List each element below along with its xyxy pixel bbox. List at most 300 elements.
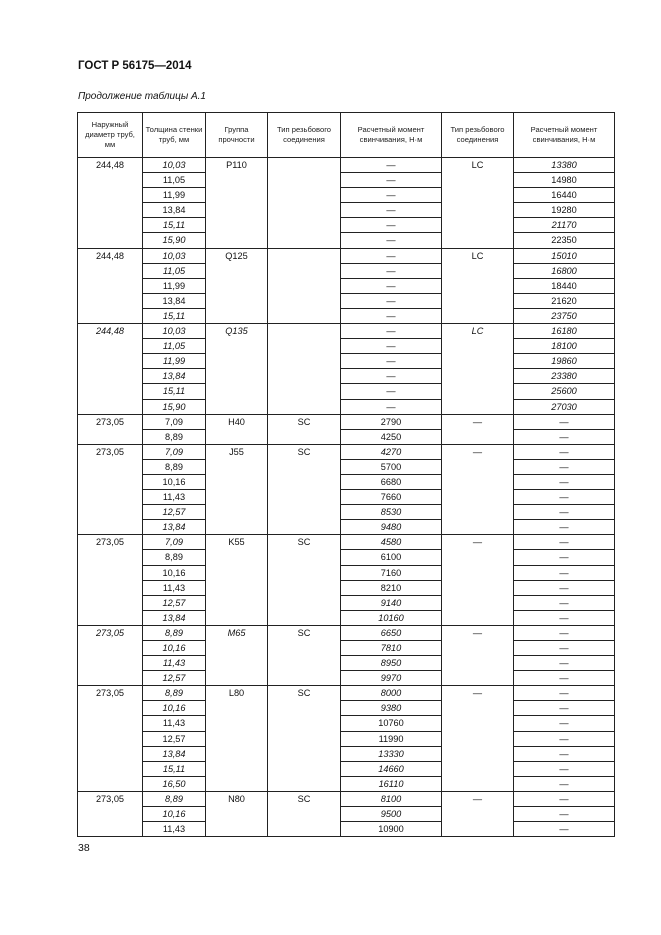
thread-type-cell [268,459,341,474]
outer-diameter-cell: 273,05 [78,686,143,701]
strength-grade-cell [206,188,268,203]
thread-type-cell [268,656,341,671]
makeup-torque-cell: — [341,369,442,384]
makeup-torque-cell: — [341,158,442,173]
strength-grade-cell [206,308,268,323]
makeup-torque-cell: 18440 [514,278,615,293]
thread-type-cell [442,520,514,535]
makeup-torque-cell: — [514,656,615,671]
strength-grade-cell [206,716,268,731]
strength-grade-cell [206,384,268,399]
table-row [78,595,615,610]
outer-diameter-cell [78,776,143,791]
thread-type-cell [268,520,341,535]
makeup-torque-cell: 27030 [514,399,615,414]
wall-thickness-cell: 12,57 [143,595,206,610]
makeup-torque-cell: — [514,822,615,837]
thread-type-cell [442,580,514,595]
makeup-torque-cell: — [341,173,442,188]
thread-type-cell [268,173,341,188]
table-caption: Продолжение таблицы А.1 [78,91,206,102]
makeup-torque-cell: 16110 [341,776,442,791]
makeup-torque-cell: 23380 [514,369,615,384]
strength-grade-cell: K55 [206,535,268,550]
outer-diameter-cell [78,293,143,308]
strength-grade-cell [206,550,268,565]
thread-type-cell [268,580,341,595]
outer-diameter-cell [78,173,143,188]
strength-grade-cell: J55 [206,444,268,459]
thread-type-cell [442,776,514,791]
wall-thickness-cell: 10,03 [143,158,206,173]
thread-type-cell [442,641,514,656]
wall-thickness-cell: 10,03 [143,248,206,263]
outer-diameter-cell [78,308,143,323]
table-row [78,505,615,520]
thread-type-cell [442,807,514,822]
thread-type-cell [442,218,514,233]
outer-diameter-cell: 244,48 [78,248,143,263]
table-row [78,656,615,671]
thread-type-cell [442,490,514,505]
makeup-torque-cell: — [514,776,615,791]
thread-type-cell: — [442,791,514,806]
strength-grade-cell [206,610,268,625]
outer-diameter-cell [78,233,143,248]
makeup-torque-cell: 5700 [341,459,442,474]
outer-diameter-cell [78,761,143,776]
thread-type-cell [442,701,514,716]
thread-type-cell [268,248,341,263]
wall-thickness-cell: 15,11 [143,384,206,399]
makeup-torque-cell: 16440 [514,188,615,203]
table-row [78,746,615,761]
table-row [78,822,615,837]
makeup-torque-cell: — [514,807,615,822]
outer-diameter-cell: 244,48 [78,158,143,173]
thread-type-cell [442,761,514,776]
strength-grade-cell [206,641,268,656]
wall-thickness-cell: 10,16 [143,641,206,656]
outer-diameter-cell [78,399,143,414]
wall-thickness-cell: 11,43 [143,580,206,595]
makeup-torque-cell: 4270 [341,444,442,459]
makeup-torque-cell: 8530 [341,505,442,520]
makeup-torque-cell: — [514,490,615,505]
wall-thickness-cell: 10,16 [143,701,206,716]
thread-type-cell [442,671,514,686]
thread-type-cell: — [442,444,514,459]
wall-thickness-cell: 16,50 [143,776,206,791]
makeup-torque-cell: — [514,580,615,595]
thread-type-cell [268,308,341,323]
makeup-torque-cell: — [514,414,615,429]
strength-grade-cell [206,761,268,776]
strength-grade-cell [206,474,268,489]
makeup-torque-cell: — [341,308,442,323]
makeup-torque-cell: — [514,505,615,520]
thread-type-cell [442,505,514,520]
outer-diameter-cell [78,656,143,671]
makeup-torque-cell: 14980 [514,173,615,188]
wall-thickness-cell: 10,03 [143,324,206,339]
wall-thickness-cell: 13,84 [143,610,206,625]
strength-grade-cell [206,233,268,248]
outer-diameter-cell: 273,05 [78,414,143,429]
table-row [78,248,615,263]
outer-diameter-cell [78,278,143,293]
strength-grade-cell [206,339,268,354]
thread-type-cell [442,188,514,203]
table-row [78,776,615,791]
thread-type-cell [442,293,514,308]
column-header: Расчетный момент свинчивания, Н·м [514,113,615,158]
thread-type-cell [268,490,341,505]
makeup-torque-cell: 21170 [514,218,615,233]
thread-type-cell: — [442,414,514,429]
table-row [78,158,615,173]
strength-grade-cell: M65 [206,625,268,640]
outer-diameter-cell: 273,05 [78,625,143,640]
outer-diameter-cell [78,595,143,610]
outer-diameter-cell [78,384,143,399]
makeup-torque-cell: — [341,278,442,293]
outer-diameter-cell: 273,05 [78,791,143,806]
makeup-torque-cell: — [514,641,615,656]
wall-thickness-cell: 15,11 [143,308,206,323]
strength-grade-cell [206,293,268,308]
thread-type-cell [268,595,341,610]
makeup-torque-cell: 21620 [514,293,615,308]
column-header: Тип резьбового соединения [442,113,514,158]
strength-grade-cell [206,218,268,233]
strength-grade-cell [206,565,268,580]
table-row [78,550,615,565]
strength-grade-cell [206,505,268,520]
thread-type-cell [442,278,514,293]
makeup-torque-cell: — [341,248,442,263]
table-row [78,369,615,384]
thread-type-cell [268,550,341,565]
wall-thickness-cell: 11,99 [143,278,206,293]
outer-diameter-cell [78,701,143,716]
table-row [78,610,615,625]
makeup-torque-cell: 19280 [514,203,615,218]
makeup-torque-cell: — [514,791,615,806]
thread-type-cell [268,565,341,580]
makeup-torque-cell: — [341,339,442,354]
wall-thickness-cell: 15,90 [143,233,206,248]
table-row [78,233,615,248]
outer-diameter-cell [78,429,143,444]
thread-type-cell [268,671,341,686]
table-row [78,384,615,399]
strength-grade-cell [206,520,268,535]
thread-type-cell [442,384,514,399]
wall-thickness-cell: 15,11 [143,761,206,776]
thread-type-cell [268,822,341,837]
table-row [78,490,615,505]
thread-type-cell [442,550,514,565]
wall-thickness-cell: 8,89 [143,686,206,701]
strength-grade-cell [206,776,268,791]
thread-type-cell [268,188,341,203]
wall-thickness-cell: 8,89 [143,459,206,474]
outer-diameter-cell [78,490,143,505]
strength-grade-cell: N80 [206,791,268,806]
wall-thickness-cell: 11,43 [143,656,206,671]
strength-grade-cell [206,429,268,444]
strength-grade-cell [206,807,268,822]
thread-type-cell [268,218,341,233]
table-row [78,565,615,580]
torque-table [77,112,615,837]
table-body [78,158,615,837]
makeup-torque-cell: 10900 [341,822,442,837]
makeup-torque-cell: — [514,625,615,640]
table-row [78,308,615,323]
thread-type-cell [268,641,341,656]
strength-grade-cell [206,731,268,746]
thread-type-cell [442,263,514,278]
thread-type-cell [268,716,341,731]
wall-thickness-cell: 12,57 [143,731,206,746]
column-header: Наружный диаметр труб, мм [78,113,143,158]
thread-type-cell [268,263,341,278]
strength-grade-cell [206,490,268,505]
strength-grade-cell [206,580,268,595]
outer-diameter-cell [78,263,143,278]
wall-thickness-cell: 11,05 [143,339,206,354]
makeup-torque-cell: — [514,520,615,535]
thread-type-cell: LC [442,248,514,263]
makeup-torque-cell: — [341,324,442,339]
outer-diameter-cell: 273,05 [78,444,143,459]
table-row [78,173,615,188]
wall-thickness-cell: 8,89 [143,550,206,565]
wall-thickness-cell: 8,89 [143,791,206,806]
column-header: Расчетный момент свинчивания, Н·м [341,113,442,158]
makeup-torque-cell: — [514,701,615,716]
wall-thickness-cell: 10,16 [143,474,206,489]
wall-thickness-cell: 13,84 [143,746,206,761]
outer-diameter-cell [78,369,143,384]
outer-diameter-cell [78,807,143,822]
makeup-torque-cell: — [341,233,442,248]
outer-diameter-cell [78,716,143,731]
table-row [78,580,615,595]
wall-thickness-cell: 11,43 [143,490,206,505]
thread-type-cell [442,354,514,369]
thread-type-cell [442,233,514,248]
column-header: Толщина стенки труб, мм [143,113,206,158]
makeup-torque-cell: 13330 [341,746,442,761]
wall-thickness-cell: 8,89 [143,429,206,444]
table-row [78,520,615,535]
outer-diameter-cell [78,610,143,625]
makeup-torque-cell: — [514,444,615,459]
wall-thickness-cell: 11,99 [143,188,206,203]
makeup-torque-cell: 23750 [514,308,615,323]
thread-type-cell: SC [268,414,341,429]
strength-grade-cell: Q125 [206,248,268,263]
table-row [78,807,615,822]
strength-grade-cell [206,354,268,369]
makeup-torque-cell: 8950 [341,656,442,671]
thread-type-cell: — [442,535,514,550]
wall-thickness-cell: 10,16 [143,807,206,822]
table-row [78,791,615,806]
wall-thickness-cell: 15,11 [143,218,206,233]
strength-grade-cell: Q135 [206,324,268,339]
wall-thickness-cell: 7,09 [143,444,206,459]
makeup-torque-cell: — [341,399,442,414]
table-row [78,188,615,203]
table-row [78,641,615,656]
table-row [78,293,615,308]
makeup-torque-cell: 6650 [341,625,442,640]
thread-type-cell [268,293,341,308]
makeup-torque-cell: 8000 [341,686,442,701]
strength-grade-cell [206,369,268,384]
wall-thickness-cell: 7,09 [143,535,206,550]
thread-type-cell [442,369,514,384]
thread-type-cell: — [442,625,514,640]
thread-type-cell: SC [268,535,341,550]
wall-thickness-cell: 11,05 [143,263,206,278]
thread-type-cell [442,731,514,746]
strength-grade-cell [206,701,268,716]
wall-thickness-cell: 8,89 [143,625,206,640]
strength-grade-cell: L80 [206,686,268,701]
wall-thickness-cell: 13,84 [143,520,206,535]
makeup-torque-cell: 6100 [341,550,442,565]
thread-type-cell [268,746,341,761]
makeup-torque-cell: — [514,671,615,686]
makeup-torque-cell: 7160 [341,565,442,580]
thread-type-cell [268,278,341,293]
outer-diameter-cell [78,671,143,686]
makeup-torque-cell: 10160 [341,610,442,625]
makeup-torque-cell: 25600 [514,384,615,399]
makeup-torque-cell: 9970 [341,671,442,686]
strength-grade-cell [206,746,268,761]
wall-thickness-cell: 12,57 [143,505,206,520]
table-row [78,535,615,550]
makeup-torque-cell: 16180 [514,324,615,339]
strength-grade-cell [206,656,268,671]
thread-type-cell [268,384,341,399]
strength-grade-cell [206,278,268,293]
wall-thickness-cell: 11,43 [143,822,206,837]
thread-type-cell [442,173,514,188]
page-number: 38 [78,842,90,854]
wall-thickness-cell: 7,09 [143,414,206,429]
table-row [78,263,615,278]
table-row [78,278,615,293]
outer-diameter-cell [78,188,143,203]
makeup-torque-cell: — [341,384,442,399]
column-header: Группа прочности [206,113,268,158]
table-row [78,701,615,716]
table-row [78,686,615,701]
thread-type-cell [442,610,514,625]
makeup-torque-cell: — [514,459,615,474]
table-row [78,218,615,233]
makeup-torque-cell: — [514,746,615,761]
outer-diameter-cell [78,641,143,656]
outer-diameter-cell [78,339,143,354]
makeup-torque-cell: — [514,686,615,701]
makeup-torque-cell: 9480 [341,520,442,535]
wall-thickness-cell: 13,84 [143,293,206,308]
makeup-torque-cell: — [514,474,615,489]
table-row [78,671,615,686]
makeup-torque-cell: 18100 [514,339,615,354]
strength-grade-cell [206,595,268,610]
makeup-torque-cell: — [514,610,615,625]
makeup-torque-cell: 13380 [514,158,615,173]
makeup-torque-cell: 8100 [341,791,442,806]
table-row [78,761,615,776]
table-row [78,399,615,414]
makeup-torque-cell: 9140 [341,595,442,610]
makeup-torque-cell: 10760 [341,716,442,731]
makeup-torque-cell: — [341,293,442,308]
makeup-torque-cell: 22350 [514,233,615,248]
makeup-torque-cell: — [341,263,442,278]
outer-diameter-cell [78,505,143,520]
makeup-torque-cell: 6680 [341,474,442,489]
makeup-torque-cell: — [341,203,442,218]
thread-type-cell [268,610,341,625]
makeup-torque-cell: 2790 [341,414,442,429]
thread-type-cell: SC [268,791,341,806]
thread-type-cell [442,716,514,731]
outer-diameter-cell [78,731,143,746]
thread-type-cell [268,233,341,248]
thread-type-cell [268,369,341,384]
wall-thickness-cell: 11,05 [143,173,206,188]
table-row [78,474,615,489]
table-row [78,716,615,731]
thread-type-cell [268,505,341,520]
thread-type-cell [442,656,514,671]
table-row [78,339,615,354]
thread-type-cell [442,308,514,323]
outer-diameter-cell [78,459,143,474]
makeup-torque-cell: 7660 [341,490,442,505]
makeup-torque-cell: — [514,535,615,550]
thread-type-cell [268,474,341,489]
thread-type-cell [442,429,514,444]
thread-type-cell [442,565,514,580]
thread-type-cell: SC [268,686,341,701]
thread-type-cell [442,746,514,761]
makeup-torque-cell: — [514,565,615,580]
strength-grade-cell [206,459,268,474]
outer-diameter-cell: 244,48 [78,324,143,339]
wall-thickness-cell: 15,90 [143,399,206,414]
thread-type-cell: SC [268,444,341,459]
wall-thickness-cell: 10,16 [143,565,206,580]
table-row [78,444,615,459]
table-header-row [78,113,615,158]
thread-type-cell [442,399,514,414]
makeup-torque-cell: — [514,731,615,746]
thread-type-cell: SC [268,625,341,640]
thread-type-cell [268,761,341,776]
